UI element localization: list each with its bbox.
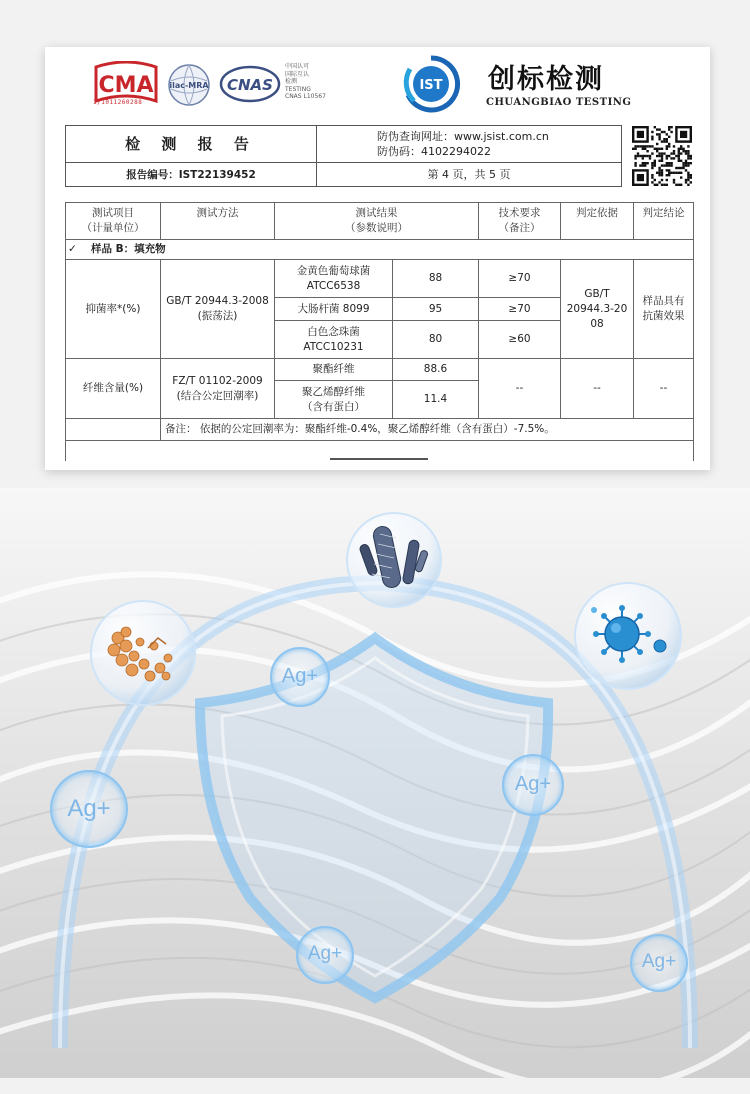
page-info: 第 4 页，共 5 页 [317, 162, 622, 186]
table-header-row [66, 203, 694, 240]
ilac-mra-logo [167, 63, 211, 107]
header-test-item: 测试项目 （计量单位） [66, 203, 161, 240]
result-value: 11.4 [393, 381, 479, 419]
table-row [66, 359, 694, 381]
result-value: 88 [393, 260, 479, 298]
svg-text:CMA: CMA [98, 73, 154, 98]
fiber-method: FZ/T 01102-2009 (结合公定回潮率) [161, 359, 275, 419]
verification-site: 防伪查询网址：www.jsist.com.cn [377, 129, 549, 143]
silver-ion-label: Ag+ [281, 665, 319, 687]
silver-ion-label: Ag+ [514, 773, 552, 795]
antibacterial-illustration [0, 488, 750, 1078]
requirement-value: ≥60 [479, 321, 561, 359]
fiber-item: 纤维含量(%) [66, 359, 161, 419]
fiber-conclusion: -- [634, 359, 694, 419]
silver-ion-bubble [500, 752, 566, 818]
verification-code: 防伪码：4102294022 [377, 144, 491, 158]
result-value: 88.6 [393, 359, 479, 381]
table-note: 备注： 依据的公定回潮率为：聚酯纤维-0.4%，聚乙烯醇纤维（含有蛋白）-7.5%。 [161, 419, 694, 441]
silver-ion-bubble [268, 645, 332, 709]
svg-text:CNAS: CNAS [227, 76, 273, 94]
requirement-value: ≥70 [479, 260, 561, 298]
result-value: 95 [393, 298, 479, 321]
report-title: 检 测 报 告 [66, 126, 317, 163]
silver-ion-label: Ag+ [641, 951, 677, 972]
note-row [66, 419, 694, 441]
antibacterial-method: GB/T 20944.3-2008 (振荡法) [161, 260, 275, 359]
verification-info [317, 126, 622, 163]
requirement-value: ≥70 [479, 298, 561, 321]
qr-code[interactable] [632, 126, 692, 186]
header-test-result: 测试结果 （参数说明） [275, 203, 479, 240]
silver-ion-label: Ag+ [307, 943, 343, 964]
page-divider [330, 458, 428, 460]
fiber-name: 聚乙烯醇纤维 （含有蛋白） [275, 381, 393, 419]
svg-text:IST: IST [419, 78, 443, 93]
ist-logo [400, 55, 462, 113]
antibacterial-item: 抑菌率*(%) [66, 260, 161, 359]
silver-ion-label: Ag+ [67, 795, 111, 822]
header-basis: 判定依据 [561, 203, 634, 240]
test-results-table [65, 202, 694, 461]
antibacterial-basis: GB/T 20944.3-20 08 [561, 260, 634, 359]
silver-ion-bubble [628, 932, 690, 994]
bacteria-name: 白色念珠菌 ATCC10231 [275, 321, 393, 359]
silver-ion-bubble [48, 768, 130, 850]
test-report-sheet [45, 47, 710, 470]
brand-name-cn: 创标检测 [488, 64, 604, 95]
header-test-method: 测试方法 [161, 203, 275, 240]
sample-label: ✓ 样品 B：填充物 [66, 240, 694, 260]
report-number: 报告编号：IST22139452 [66, 162, 317, 186]
cma-number: 1/1011260288 [93, 99, 143, 106]
e-coli-bubble-icon [344, 510, 444, 610]
fiber-name: 聚酯纤维 [275, 359, 393, 381]
virus-bubble-icon [572, 580, 684, 692]
silver-ion-bubble [294, 924, 356, 986]
staphylococcus-bubble-icon [88, 598, 198, 708]
fiber-requirement: -- [479, 359, 561, 419]
bacteria-name: 大肠杆菌 8099 [275, 298, 393, 321]
table-row [66, 260, 694, 298]
logo-row [45, 47, 710, 122]
report-header-table [65, 125, 622, 187]
cnas-caption: 中国认可 国际互认 检测 TESTING CNAS L10567 [285, 63, 326, 100]
brand-name-en: CHUANGBIAO TESTING [486, 97, 632, 108]
result-value: 80 [393, 321, 479, 359]
svg-text:ilac-MRA: ilac-MRA [169, 81, 209, 90]
header-conclusion: 判定结论 [634, 203, 694, 240]
header-requirement: 技术要求 （备注） [479, 203, 561, 240]
fiber-basis: -- [561, 359, 634, 419]
cnas-logo [219, 65, 281, 103]
antibacterial-conclusion: 样品具有 抗菌效果 [634, 260, 694, 359]
sample-row [66, 240, 694, 260]
bacteria-name: 金黄色葡萄球菌 ATCC6538 [275, 260, 393, 298]
